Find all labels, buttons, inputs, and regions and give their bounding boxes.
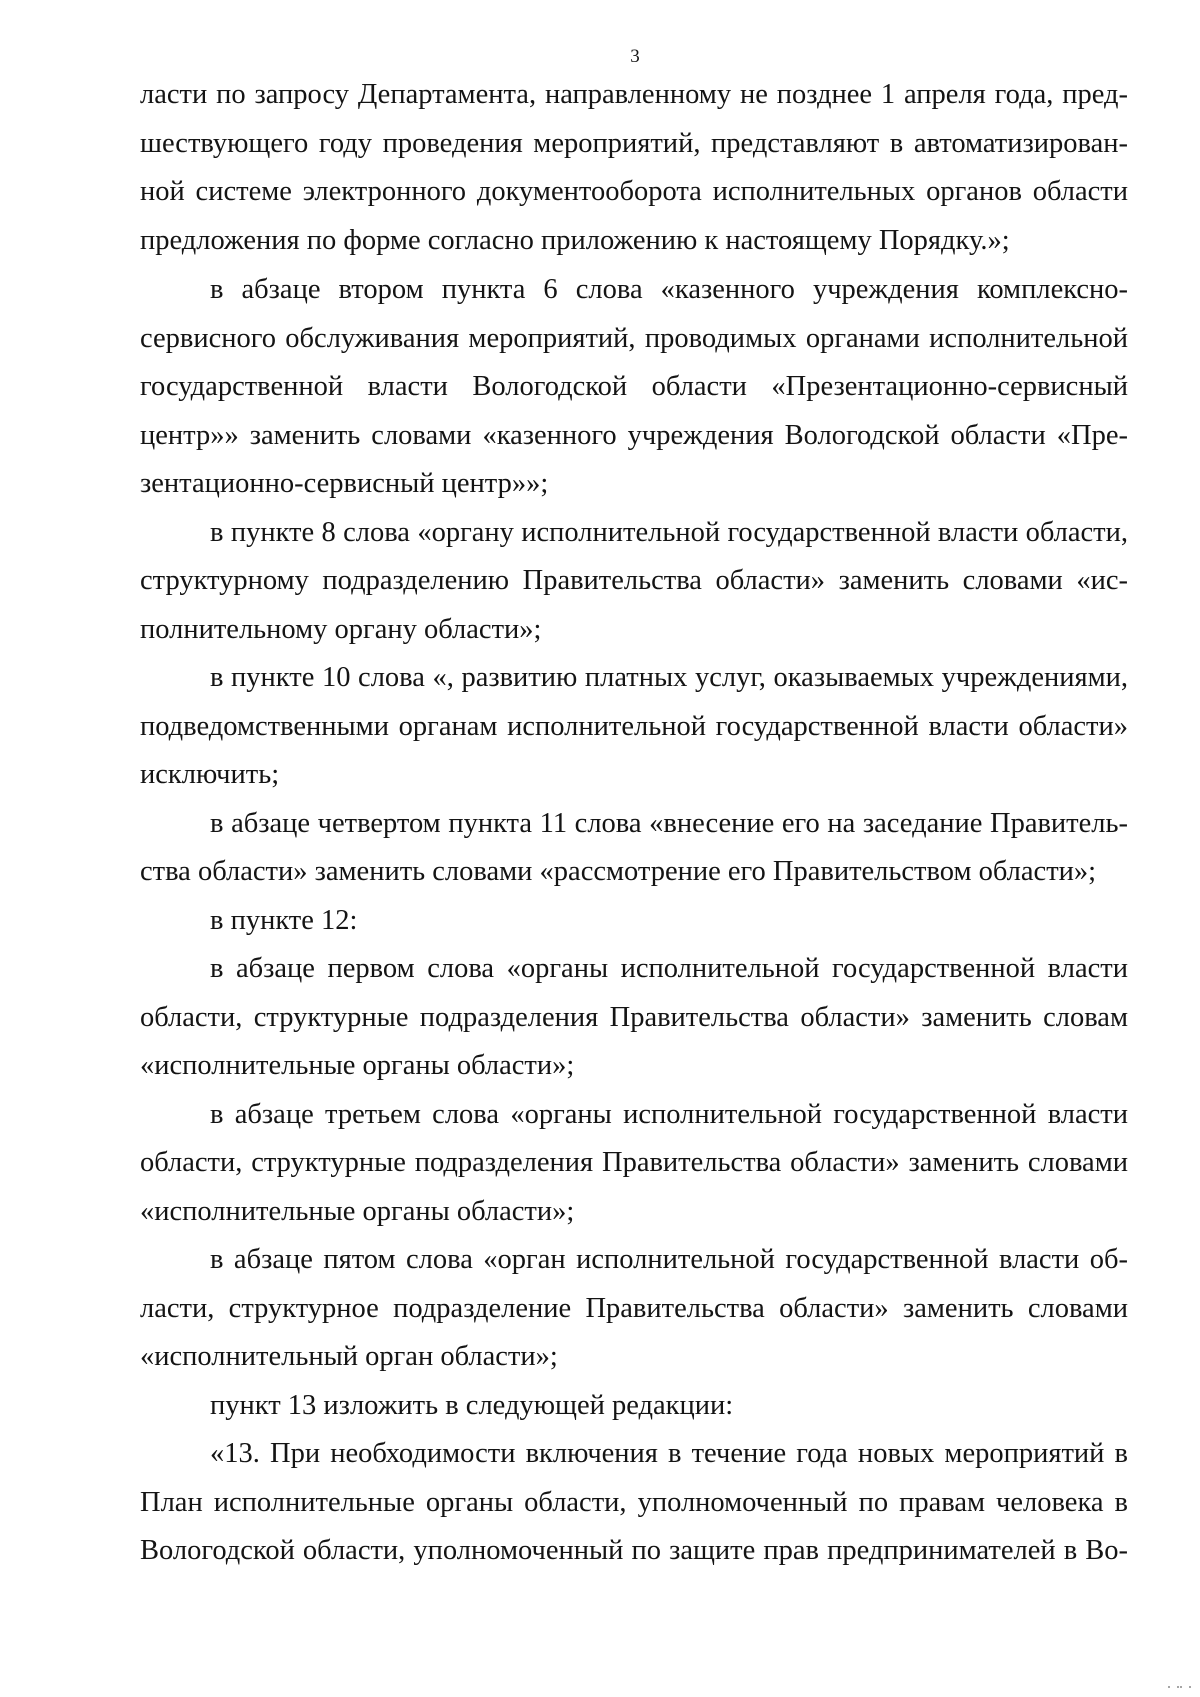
text-line: в пункте 12:: [210, 904, 358, 936]
text-line: зентационно-сервисный центр»»;: [140, 468, 549, 499]
text-line: «исполнительные органы области»;: [140, 1050, 575, 1081]
text-line: ласти по запросу Департамента, направленному не позднее 1 апреля года, пред-: [140, 79, 1128, 110]
text-line: пункт 13 изложить в следующей редакции:: [210, 1389, 734, 1421]
text-line: Вологодской области, уполномоченный по защите прав предпринимателей в Во-: [140, 1535, 1128, 1566]
text-line: в абзаце первом слова «органы исполнительной государственной власти: [210, 953, 1128, 984]
text-line: в пункте 8 слова «органу исполнительной государственной власти области,: [210, 516, 1128, 548]
text-line: в абзаце пятом слова «орган исполнительной государственной власти об-: [210, 1244, 1128, 1275]
text-line: государственной власти Вологодской области «Презентационно-сервисный: [140, 371, 1128, 402]
text-line: «исполнительные органы области»;: [140, 1195, 575, 1227]
scan-artifact: [1168, 1684, 1192, 1690]
text-line: структурному подразделению Правительства области» заменить словами «ис-: [140, 565, 1128, 596]
text-line: ной системе электронного документооборота исполнительных органов области: [140, 176, 1128, 207]
text-line: предложения по форме согласно приложению к настоящему Порядку.»;: [140, 224, 1010, 256]
text-line: в абзаце втором пункта 6 слова «казенного учреждения комплексно-: [210, 274, 1128, 305]
text-line: «исполнительный орган области»;: [140, 1341, 558, 1372]
text-line: «13. При необходимости включения в течение года новых мероприятий в: [210, 1438, 1128, 1469]
text-line: в абзаце третьем слова «органы исполнительной государственной власти: [210, 1098, 1128, 1130]
text-line: План исполнительные органы области, уполномоченный по правам человека в: [140, 1486, 1128, 1518]
text-line: центр»» заменить словами «казенного учреждения Вологодской области «Пре-: [140, 419, 1128, 451]
text-line: области, структурные подразделения Правительства области» заменить словам: [140, 1001, 1128, 1033]
text-line: подведомственными органам исполнительной государственной власти области»: [140, 710, 1128, 742]
document-text: [140, 71, 1128, 1576]
text-line: сервисного обслуживания мероприятий, проводимых органами исполнительной: [140, 322, 1128, 354]
text-line: полнительному органу области»;: [140, 613, 542, 645]
text-line: ласти, структурное подразделение Правительства области» заменить словами: [140, 1292, 1128, 1324]
text-line: области, структурные подразделения Правительства области» заменить словами: [140, 1147, 1128, 1178]
text-line: шествующего году проведения мероприятий, представляют в автоматизирован-: [140, 127, 1128, 159]
text-line: в пункте 10 слова «, развитию платных услуг, оказываемых учреждениями,: [210, 662, 1128, 693]
text-line: исключить;: [140, 759, 280, 790]
text-line: ства области» заменить словами «рассмотрение его Правительством области»;: [140, 856, 1097, 887]
text-line: в абзаце четвертом пункта 11 слова «внесение его на заседание Правитель-: [210, 807, 1128, 839]
page-number: 3: [630, 46, 640, 67]
